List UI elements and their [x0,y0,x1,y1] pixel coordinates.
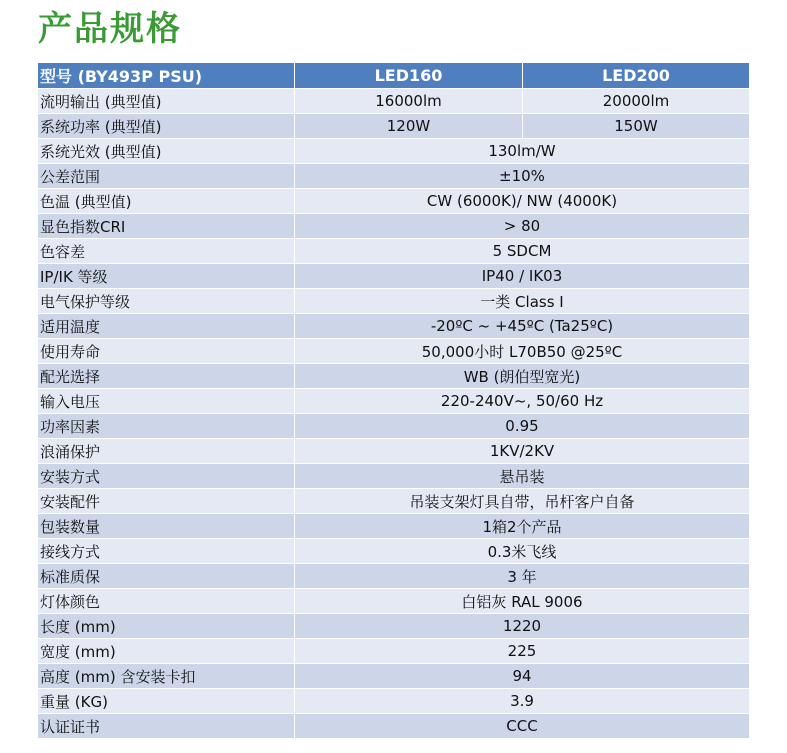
table-row [38,339,750,364]
row-value: 1KV/2KV [295,439,750,464]
page-title: 产品规格 [38,9,182,49]
table-row [38,214,750,239]
row-label: 适用温度 [38,314,295,339]
row-label: 色容差 [38,239,295,264]
header-model-led200: LED200 [523,63,750,89]
row-value: 3 年 [295,564,750,589]
table-row [38,239,750,264]
row-value: 94 [295,664,750,689]
table-row [38,539,750,564]
row-label: 色温 (典型值) [38,189,295,214]
row-label: 宽度 (mm) [38,639,295,664]
row-value: 3.9 [295,689,750,714]
table-row [38,114,750,139]
row-label: 标准质保 [38,564,295,589]
table-row [38,89,750,114]
table-row [38,414,750,439]
spec-table [37,62,750,739]
table-row [38,714,750,739]
table-row [38,139,750,164]
row-label: 认证证书 [38,714,295,739]
row-label: 长度 (mm) [38,614,295,639]
row-value: 50,000小时 L70B50 @25ºC [295,339,750,364]
row-label: 功率因素 [38,414,295,439]
row-label: 浪涌保护 [38,439,295,464]
row-value: IP40 / IK03 [295,264,750,289]
row-value: 1220 [295,614,750,639]
table-header-row [38,63,750,89]
row-value: 白铝灰 RAL 9006 [295,589,750,614]
row-label: 安装方式 [38,464,295,489]
row-label: 流明输出 (典型值) [38,89,295,114]
row-value: CW (6000K)/ NW (4000K) [295,189,750,214]
row-value: 120W [295,114,523,139]
table-row [38,289,750,314]
row-label: 接线方式 [38,539,295,564]
row-value: WB (朗伯型宽光) [295,364,750,389]
table-row [38,314,750,339]
table-row [38,664,750,689]
table-row [38,164,750,189]
row-value: 0.95 [295,414,750,439]
table-row [38,464,750,489]
row-value: 5 SDCM [295,239,750,264]
table-row [38,389,750,414]
row-value: 16000lm [295,89,523,114]
row-label: 使用寿命 [38,339,295,364]
row-label: IP/IK 等级 [38,264,295,289]
spec-table-body [38,63,750,739]
table-row [38,689,750,714]
row-value: 0.3米飞线 [295,539,750,564]
row-label: 高度 (mm) 含安装卡扣 [38,664,295,689]
row-value: CCC [295,714,750,739]
table-row [38,589,750,614]
table-row [38,439,750,464]
row-label: 系统光效 (典型值) [38,139,295,164]
row-value: 220-240V~, 50/60 Hz [295,389,750,414]
table-row [38,364,750,389]
row-label: 电气保护等级 [38,289,295,314]
row-label: 系统功率 (典型值) [38,114,295,139]
row-value: 吊装支架灯具自带，吊杆客户自备 [295,489,750,514]
table-row [38,514,750,539]
header-model-led160: LED160 [295,63,523,89]
row-value: 150W [523,114,750,139]
row-value: 130lm/W [295,139,750,164]
row-value: > 80 [295,214,750,239]
row-label: 重量 (KG) [38,689,295,714]
row-label: 显色指数CRI [38,214,295,239]
row-label: 安装配件 [38,489,295,514]
table-row [38,189,750,214]
row-label: 包装数量 [38,514,295,539]
row-label: 输入电压 [38,389,295,414]
row-value: ±10% [295,164,750,189]
row-value: 悬吊装 [295,464,750,489]
row-label: 配光选择 [38,364,295,389]
row-value: 20000lm [523,89,750,114]
row-value: 1箱2个产品 [295,514,750,539]
row-label: 灯体颜色 [38,589,295,614]
table-row [38,614,750,639]
table-row [38,264,750,289]
table-row [38,564,750,589]
row-value: -20ºC ~ +45ºC (Ta25ºC) [295,314,750,339]
table-row [38,639,750,664]
table-row [38,489,750,514]
row-value: 一类 Class I [295,289,750,314]
row-value: 225 [295,639,750,664]
row-label: 公差范围 [38,164,295,189]
header-model-label: 型号 (BY493P PSU) [38,63,295,89]
